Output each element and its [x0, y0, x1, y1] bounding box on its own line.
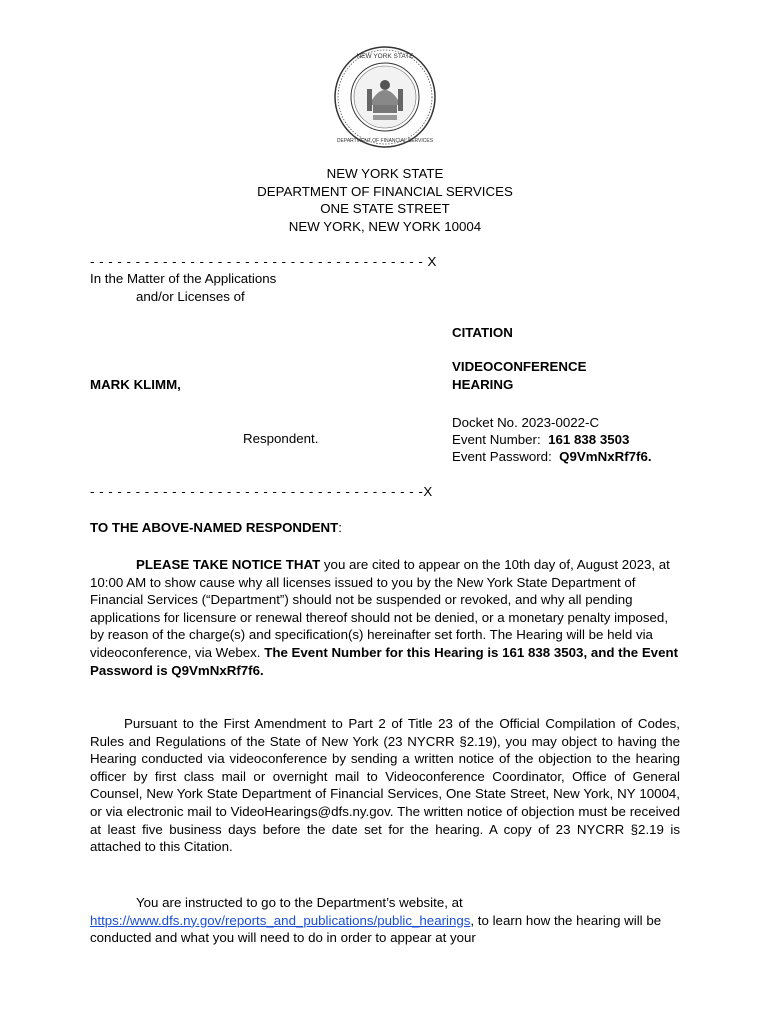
- event-password-line: [452, 448, 652, 465]
- salutation: [90, 519, 342, 536]
- event-number-line: [452, 431, 629, 448]
- public-hearings-link[interactable]: https://www.dfs.ny.gov/reports_and_publications/public_hearings: [90, 912, 471, 928]
- header-line-department: DEPARTMENT OF FINANCIAL SERVICES: [257, 183, 513, 199]
- citation-title: CITATION: [452, 325, 513, 340]
- seal-ring-text-bottom: DEPARTMENT OF FINANCIAL SERVICES: [336, 138, 434, 144]
- caption-bottom-rule: - - - - - - - - - - - - - - - - - - - - - - - - - - - - - - - - - - - - -X: [90, 484, 433, 499]
- respondent-name: MARK KLIMM,: [90, 377, 181, 392]
- notice-lead: PLEASE TAKE NOTICE THAT: [136, 557, 321, 572]
- website-text-b: , to learn how the hearing will be conducted and what you will need to do in order to appear at your: [90, 912, 662, 946]
- docket-number: Docket No. 2023-0022-C: [452, 415, 600, 430]
- respondent-label: Respondent.: [243, 431, 319, 446]
- matter-line-2: and/or Licenses of: [136, 289, 245, 304]
- event-number-value: 161 838 3503: [548, 432, 630, 447]
- header-line-state: NEW YORK STATE: [326, 166, 444, 181]
- notice-event-details: The Event Number for this Hearing is 161 838 3503, and the Event Password is Q9VmNxRf7f6.: [90, 644, 679, 678]
- notice-paragraph: [90, 556, 680, 679]
- nys-dfs-seal: [333, 45, 437, 149]
- header-line-street: ONE STATE STREET: [320, 201, 450, 216]
- header-line-city: NEW YORK, NEW YORK 10004: [288, 218, 482, 234]
- website-text-a: You are instructed to go to the Department’s website, at: [136, 895, 463, 910]
- seal-ring-text-top: NEW YORK STATE: [356, 53, 414, 60]
- event-password-value: Q9VmNxRf7f6.: [559, 449, 652, 464]
- matter-line-1: In the Matter of the Applications: [90, 271, 277, 286]
- videoconference-label-2: HEARING: [452, 377, 514, 392]
- salutation-text: TO THE ABOVE-NAMED RESPONDENT: [90, 520, 339, 535]
- website-paragraph: [90, 894, 680, 947]
- videoconference-label-1: VIDEOCONFERENCE: [452, 359, 587, 374]
- agency-header: [0, 165, 770, 235]
- caption-top-rule: - - - - - - - - - - - - - - - - - - - - - - - - - - - - - - - - - - - - - X: [90, 254, 437, 269]
- objection-paragraph: Pursuant to the First Amendment to Part 2 of Title 23 of the Official Compilation of Codes, Rules and Regulations of the State of New York (23 NYCRR §2.19), you may object to having the Hearing conducted via videoconference by sending a written notice of the objection to the hearing officer by first class mail or overnight mail to Videoconference Coordinator, Office of General Counsel, New York State Department of Financial Services, One State Street, New York, NY 10004, or via electronic mail to VideoHearings@dfs.ny.gov. The written notice of objection must be received at least five business days before the date set for the hearing. A copy of 23 NYCRR §2.19 is attached to this Citation.: [90, 716, 680, 855]
- event-password-label: Event Password:: [452, 449, 552, 464]
- notice-text: you are cited to appear on the 10th day of, August 2023, at 10:00 AM to show cause why all licenses issued to you by the New York State Department of Financial Services (“Department”) should not be suspended or revoked, and why all pending applications for licensure or renewal thereof should not be denied, or a monetary penalty imposed, by reason of the charge(s) and specification(s) hereinafter set forth. The Hearing will be held via videoconference, via Webex.: [90, 557, 670, 660]
- event-number-label: Event Number:: [452, 432, 541, 447]
- salutation-colon: :: [338, 520, 342, 535]
